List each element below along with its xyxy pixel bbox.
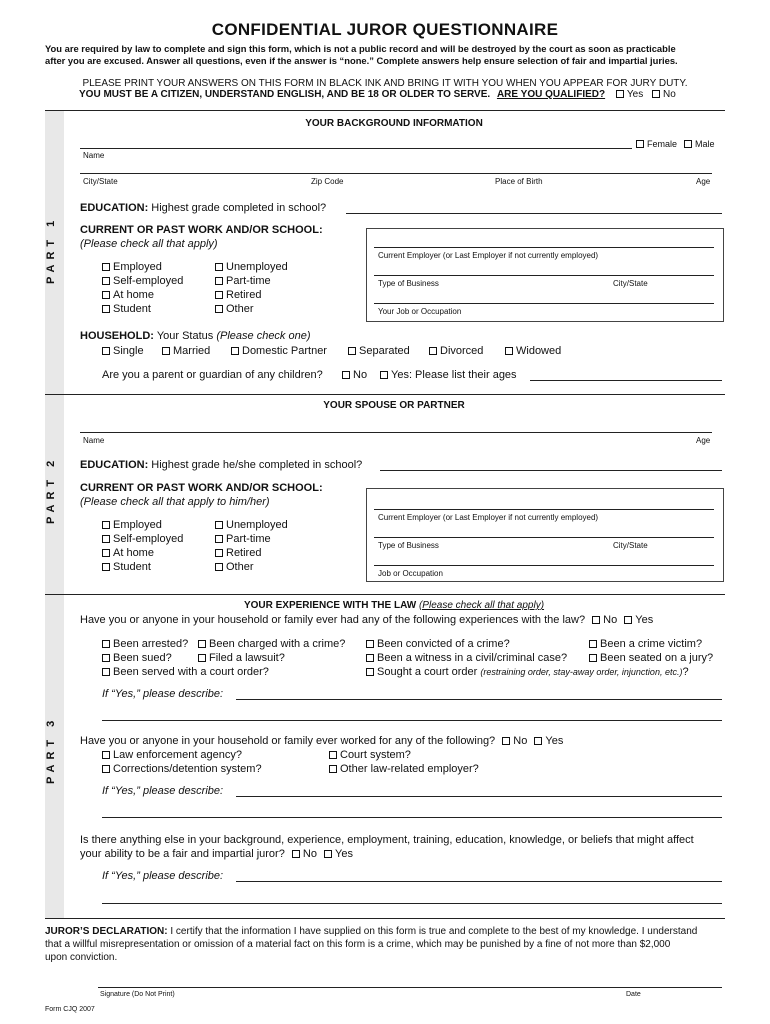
checkbox-icon[interactable] [102,263,110,271]
describe-label-3: If “Yes,” please describe: [102,870,224,882]
form-title: CONFIDENTIAL JUROR QUESTIONNAIRE [211,20,559,39]
checkbox-icon[interactable] [534,737,542,745]
checkbox-icon[interactable] [589,654,597,662]
checkbox-icon[interactable] [215,263,223,271]
exp-victim[interactable]: Been a crime victim? [589,638,702,650]
spouse-employer-box [366,488,724,582]
business-label: Type of Business [378,279,439,288]
work-at-home[interactable]: At home [102,289,154,301]
section-divider [45,394,725,395]
declaration-line-3: upon conviction. [45,952,118,963]
work-retired[interactable]: Retired [215,289,261,301]
checkbox-icon[interactable] [102,521,110,529]
exp-sought-order[interactable]: Sought a court order (restraining order, stay-away order, injunction, etc.)? [366,666,689,678]
describe-field-1a[interactable] [236,699,722,700]
age-label: Age [696,177,711,186]
name-label: Name [83,151,105,160]
section-divider [45,110,725,111]
checkbox-icon[interactable] [102,654,110,662]
section-divider [45,594,725,595]
spouse-education-question: EDUCATION: Highest grade he/she completed in school? [80,459,363,471]
checkbox-icon[interactable] [215,563,223,571]
checkbox-icon[interactable] [684,140,692,148]
checkbox-icon[interactable] [102,668,110,676]
spouse-work-part-time[interactable]: Part-time [215,533,271,545]
part-2-heading: YOUR SPOUSE OR PARTNER [323,400,465,411]
status-divorced[interactable]: Divorced [429,345,483,357]
employer-label: Current Employer (or Last Employer if not currently employed) [378,251,599,260]
part-1-label: PART 1 [45,215,57,285]
employer-field[interactable] [374,247,714,248]
work-court-system[interactable]: Court system? [329,749,411,761]
checkbox-icon[interactable] [292,850,300,858]
exp-served[interactable]: Been served with a court order? [102,666,269,678]
declaration-line-2: that a willful misrepresentation or omission of a material fact on this form is a crime, which may be punished by a fine of not more than $2,000 [45,939,671,950]
describe-label-1: If “Yes,” please describe: [102,688,224,700]
checkbox-icon[interactable] [102,291,110,299]
work-student[interactable]: Student [102,303,151,315]
citizen-requirement: YOU MUST BE A CITIZEN, UNDERSTAND ENGLISH, AND BE 18 OR OLDER TO SERVE. [79,89,491,100]
checkbox-icon[interactable] [215,277,223,285]
household-question: HOUSEHOLD: Your Status (Please check one) [80,330,311,342]
checkbox-icon[interactable] [215,535,223,543]
work-employed[interactable]: Employed [102,261,162,273]
qualification-row [79,89,676,100]
work-part-time[interactable]: Part-time [215,275,271,287]
checkbox-icon[interactable] [502,737,510,745]
qualified-yes[interactable]: Yes [616,89,643,100]
part-2-label: PART 2 [45,455,57,525]
checkbox-icon[interactable] [592,616,600,624]
checkbox-icon[interactable] [348,347,356,355]
work-other-law[interactable]: Other law-related employer? [329,763,479,775]
exp-charged[interactable]: Been charged with a crime? [198,638,345,650]
spouse-employer-label: Current Employer (or Last Employer if not currently employed) [378,513,599,522]
exp-witness[interactable]: Been a witness in a civil/criminal case? [366,652,567,664]
checkbox-icon[interactable] [102,640,110,648]
spouse-work-heading: CURRENT OR PAST WORK AND/OR SCHOOL: [80,482,323,494]
law-question-2: Have you or anyone in your household or family ever worked for any of the following? No Yes [80,735,564,747]
law-q2-yes[interactable]: Yes [534,735,563,747]
checkbox-icon[interactable] [329,765,337,773]
checkbox-icon[interactable] [102,765,110,773]
checkbox-icon[interactable] [342,371,350,379]
checkbox-icon[interactable] [162,347,170,355]
spouse-work-note: (Please check all that apply to him/her) [80,496,270,508]
spouse-age-label: Age [696,436,711,445]
spouse-occupation-field[interactable] [374,565,714,566]
checkbox-icon[interactable] [380,371,388,379]
part-1-heading: YOUR BACKGROUND INFORMATION [305,118,483,129]
form-id: Form CJQ 2007 [45,1006,95,1013]
status-domestic-partner[interactable]: Domestic Partner [231,345,327,357]
describe-field-2a[interactable] [236,796,722,797]
checkbox-icon[interactable] [215,549,223,557]
checkbox-icon[interactable] [215,305,223,313]
spouse-work-student[interactable]: Student [102,561,151,573]
spouse-education-field[interactable] [380,470,722,471]
status-married[interactable]: Married [162,345,210,357]
business-field[interactable] [374,275,714,276]
describe-label-2: If “Yes,” please describe: [102,785,224,797]
describe-field-3b[interactable] [102,903,722,904]
checkbox-icon[interactable] [102,347,110,355]
city-state-label: City/State [83,177,118,186]
spouse-business-city-label: City/State [613,541,648,550]
work-other[interactable]: Other [215,303,254,315]
work-heading: CURRENT OR PAST WORK AND/OR SCHOOL: [80,224,323,236]
children-yes[interactable]: Yes: Please list their ages [380,369,517,381]
checkbox-icon[interactable] [215,291,223,299]
checkbox-icon[interactable] [215,521,223,529]
checkbox-icon[interactable] [616,90,624,98]
checkbox-icon[interactable] [636,140,644,148]
birthplace-label: Place of Birth [495,177,543,186]
children-question: Are you a parent or guardian of any children? [102,369,323,381]
spouse-business-label: Type of Business [378,541,439,550]
zip-label: Zip Code [311,177,344,186]
checkbox-icon[interactable] [102,535,110,543]
work-note: (Please check all that apply) [80,238,218,250]
checkbox-icon[interactable] [102,751,110,759]
describe-field-2b[interactable] [102,817,722,818]
spouse-work-unemployed[interactable]: Unemployed [215,519,288,531]
qualified-no[interactable]: No [652,89,676,100]
checkbox-icon[interactable] [329,751,337,759]
checkbox-icon[interactable] [324,850,332,858]
spouse-name-label: Name [83,436,105,445]
children-ages-field[interactable] [530,380,722,381]
education-field[interactable] [346,213,722,214]
spouse-employer-field[interactable] [374,509,714,510]
law-question-3a: Is there anything else in your background, experience, employment, training, education, knowledge, or beliefs that might affect [80,834,694,846]
law-question-3b: your ability to be a fair and impartial juror? No Yes [80,848,353,860]
exp-convicted[interactable]: Been convicted of a crime? [366,638,510,650]
intro-line-2: after you are excused. Answer all questions, even if the answer is “none.” Complete answers help ensure selection of fair and impartial juries. [45,55,678,66]
checkbox-icon[interactable] [589,640,597,648]
checkbox-icon[interactable] [198,654,206,662]
checkbox-icon[interactable] [366,668,374,676]
spouse-work-self-employed[interactable]: Self-employed [102,533,183,545]
checkbox-icon[interactable] [102,563,110,571]
law-q1-no[interactable]: No [592,614,617,626]
occupation-label: Your Job or Occupation [378,307,462,316]
checkbox-icon[interactable] [102,305,110,313]
spouse-work-employed[interactable]: Employed [102,519,162,531]
signature-label: Signature (Do Not Print) [100,991,175,998]
exp-jury[interactable]: Been seated on a jury? [589,652,713,664]
section-divider [45,918,725,919]
intro-line-1: You are required by law to complete and sign this form, which is not a public record and will be destroyed by the court as soon as practicable [45,43,676,54]
describe-field-1b[interactable] [102,720,722,721]
spouse-business-field[interactable] [374,537,714,538]
checkbox-icon[interactable] [652,90,660,98]
checkbox-icon[interactable] [366,640,374,648]
children-no[interactable]: No [342,369,367,381]
print-note: PLEASE PRINT YOUR ANSWERS ON THIS FORM IN BLACK INK AND BRING IT WITH YOU WHEN YOU APPEAR FOR JURY DUTY. [82,78,688,89]
law-q3-yes[interactable]: Yes [324,848,353,860]
spouse-name-field[interactable] [80,432,712,433]
declaration-line-1: JUROR’S DECLARATION: I certify that the information I have supplied on this form is true and complete to the best of my knowledge. I understand [45,926,698,937]
checkbox-icon[interactable] [102,277,110,285]
spouse-work-retired[interactable]: Retired [215,547,261,559]
spouse-occupation-label: Job or Occupation [378,569,443,578]
address-field[interactable] [80,173,712,174]
checkbox-icon[interactable] [505,347,513,355]
business-city-label: City/State [613,279,648,288]
work-self-employed[interactable]: Self-employed [102,275,183,287]
occupation-field[interactable] [374,303,714,304]
education-question: EDUCATION: Highest grade completed in school? [80,202,327,214]
status-separated[interactable]: Separated [348,345,410,357]
name-field[interactable] [80,148,632,149]
describe-field-3a[interactable] [236,881,722,882]
part-3-heading-row: YOUR EXPERIENCE WITH THE LAW (Please check all that apply) [243,600,545,611]
gender-female[interactable]: Female [636,139,677,149]
work-corrections[interactable]: Corrections/detention system? [102,763,262,775]
signature-field[interactable] [98,987,722,988]
exp-lawsuit[interactable]: Filed a lawsuit? [198,652,285,664]
work-unemployed[interactable]: Unemployed [215,261,288,273]
qualified-question: ARE YOU QUALIFIED? [496,89,606,100]
checkbox-icon[interactable] [102,549,110,557]
law-q1-yes[interactable]: Yes [624,614,653,626]
checkbox-icon[interactable] [198,640,206,648]
spouse-work-other[interactable]: Other [215,561,254,573]
part-3-label: PART 3 [45,715,57,785]
status-widowed[interactable]: Widowed [505,345,561,357]
checkbox-icon[interactable] [366,654,374,662]
law-q2-no[interactable]: No [502,735,527,747]
spouse-work-at-home[interactable]: At home [102,547,154,559]
law-question-1: Have you or anyone in your household or family ever had any of the following experiences with the law? No Yes [80,614,654,626]
exp-arrested[interactable]: Been arrested? [102,638,188,650]
checkbox-icon[interactable] [624,616,632,624]
status-single[interactable]: Single [102,345,144,357]
gender-male[interactable]: Male [684,139,715,149]
law-q3-no[interactable]: No [292,848,317,860]
checkbox-icon[interactable] [429,347,437,355]
work-law-enforcement[interactable]: Law enforcement agency? [102,749,242,761]
checkbox-icon[interactable] [231,347,239,355]
date-label: Date [626,991,641,998]
exp-sued[interactable]: Been sued? [102,652,172,664]
